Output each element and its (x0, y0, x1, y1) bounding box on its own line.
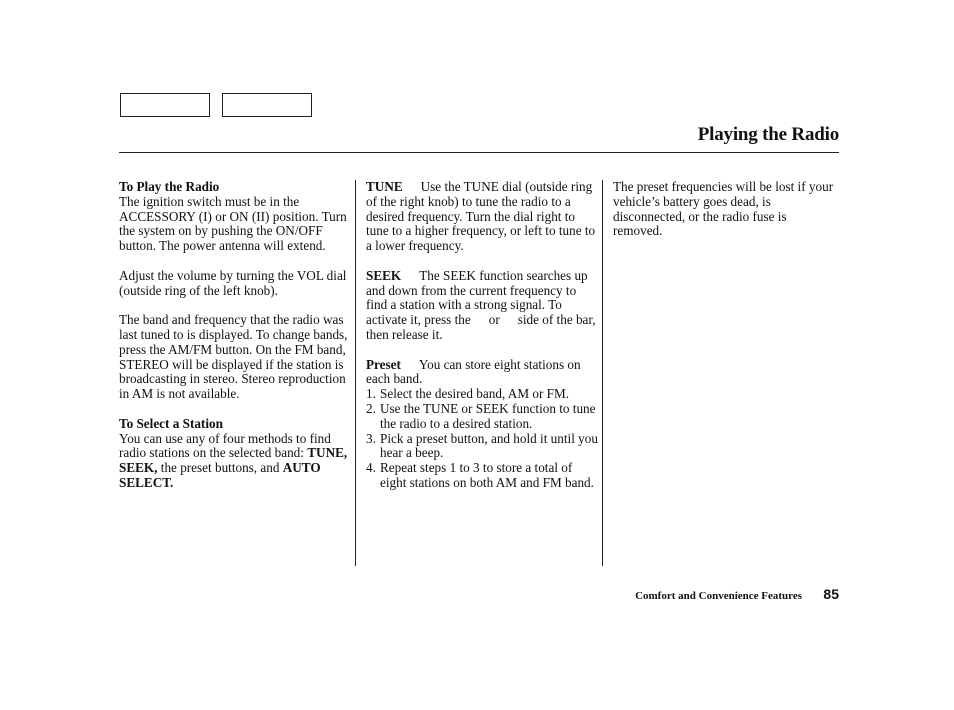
list-item (366, 461, 598, 491)
step-text: Repeat steps 1 to 3 to store a total of eight stations on both AM and FM band. (380, 460, 594, 490)
page-number: 85 (823, 586, 839, 602)
column-1 (119, 180, 348, 491)
page-title: Playing the Radio (697, 124, 839, 145)
column-divider (602, 180, 603, 566)
select-methods-text-c: the preset buttons, and (157, 460, 283, 476)
nav-button-table-of-contents[interactable] (222, 93, 312, 117)
tune-description: Use the TUNE dial (outside ring of the right knob) to tune the radio to a desired frequency. Turn the dial right to tune to a higher frequency, or left to tune to a lower frequency. (366, 179, 596, 254)
step-number: 4. (366, 460, 376, 476)
step-number: 3. (366, 430, 376, 446)
column-divider (355, 180, 356, 566)
step-text: Pick a preset button, and hold it until you hear a beep. (380, 430, 598, 461)
list-item (366, 432, 598, 462)
heading-to-play-the-radio: To Play the Radio (119, 179, 220, 194)
paragraph-seek (366, 269, 598, 343)
select-methods-auto-select: AUTO SELECT. (119, 460, 321, 490)
paragraph-preset (366, 358, 598, 388)
select-methods-tune-seek: TUNE, SEEK, (119, 445, 348, 476)
paragraph-volume: Adjust the volume by turning the VOL dial (outside ring of the left knob). (119, 267, 347, 298)
term-seek: SEEK (366, 267, 402, 283)
step-text: Select the desired band, AM or FM. (380, 386, 569, 402)
seek-description-c: side of the bar, then release it. (366, 312, 596, 342)
paragraph-ignition: The ignition switch must be in the ACCESSORY (I) or ON (II) position. Turn the system on by pushing the ON/OFF button. The power antenna will extend. (119, 193, 347, 254)
paragraph-tune (366, 180, 598, 254)
term-tune: TUNE (366, 179, 403, 194)
preset-steps-list (366, 387, 598, 491)
step-number: 2. (366, 400, 376, 416)
step-number: 1. (366, 386, 376, 402)
paragraph-preset-lost: The preset frequencies will be lost if your vehicle’s battery goes dead, is disconnected, or the radio fuse is removed. (613, 179, 834, 239)
heading-to-select-a-station: To Select a Station (119, 415, 223, 431)
column-2 (366, 180, 598, 491)
seek-description-a: The SEEK function searches up and down from the current frequency to find a station with a strong signal. To activate it, press the (366, 267, 588, 328)
preset-description: You can store eight stations on each band. (366, 356, 581, 387)
nav-button-main-menu[interactable] (120, 93, 210, 117)
paragraph-band-frequency: The band and frequency that the radio was last tuned to is displayed. To change bands, press the AM/FM button. On the FM band, STEREO will be displayed if the station is broadcasting in stereo. Stereo reproduction in AM is not available. (119, 312, 348, 402)
list-item (366, 402, 598, 432)
header-rule (119, 152, 839, 153)
seek-description-or: or (488, 312, 500, 328)
step-text: Use the TUNE or SEEK function to tune the radio to a desired station. (380, 400, 596, 431)
footer-section-label: Comfort and Convenience Features (635, 590, 802, 602)
term-preset: Preset (366, 356, 401, 372)
select-methods-text-a: You can use any of four methods to find radio stations on the selected band: (119, 430, 331, 461)
paragraph-select-methods (119, 432, 348, 491)
list-item (366, 387, 598, 402)
column-3 (613, 180, 839, 239)
